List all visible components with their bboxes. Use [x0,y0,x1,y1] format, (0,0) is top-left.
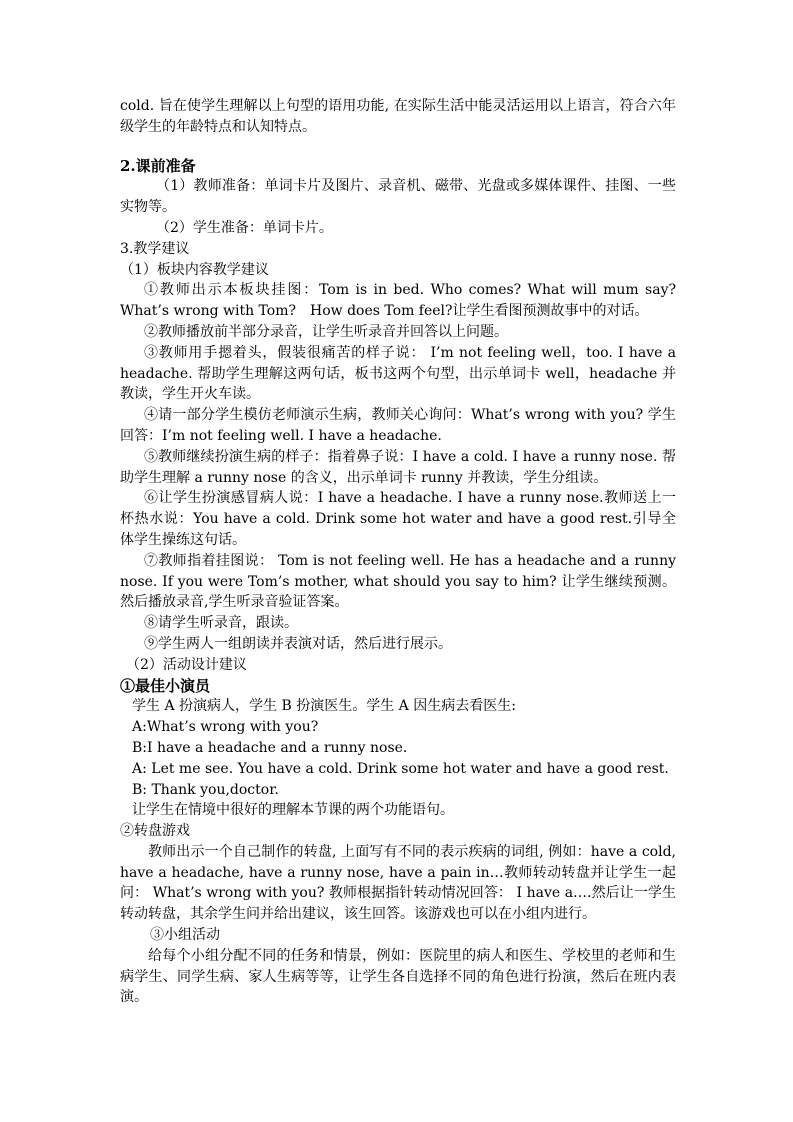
activity-1-description: 学生 A 扮演病人，学生 B 扮演医生。学生 A 因生病去看医生: [132,698,516,715]
step-8: ⑧请学生听录音，跟读。 [144,615,298,632]
paragraph-gap [120,138,676,156]
step-1: ①教师出示本板块挂图：Tom is in bed. Who comes? What will mum say? What’s wrong with Tom? How does Tom feel?让学生看图预测故事中的对话。 [120,282,676,320]
intro-paragraph: cold. 旨在使学生理解以上句型的语用功能, 在实际生活中能灵活运用以上语言，符合六年级学生的年龄特点和认知特点。 [120,98,676,135]
prep-student-paragraph: （2）学生准备：单词卡片。 [156,219,333,236]
activity-1-note: 让学生在情境中很好的理解本节课的两个功能语句。 [132,802,454,819]
step-9: ⑨学生两人一组朗读并表演对话，然后进行展示。 [144,635,452,652]
step-3: ③教师用手摁着头，假装很痛苦的样子说： I’m not feeling well，too. I have a headache. 帮助学生理解这两句话，板书这两个句型，出示单词卡 well，headache 并教读，学生开火车读。 [120,344,676,403]
activity-3-title: ③小组活动 [150,927,220,944]
section-heading-preparation: 2.课前准备 [120,156,196,175]
subsection-heading-activities: （2）活动设计建议 [126,656,247,673]
activity-1-title: ①最佳小演员 [120,676,211,695]
step-4: ④请一部分学生模仿老师演示生病，教师关心询问：What’s wrong with you? 学生回答：I’m not feeling well. I have a headache. [120,407,676,444]
step-2: ②教师播放前半部分录音，让学生听录音并回答以上问题。 [144,323,508,340]
section-heading-suggestions: 3.教学建议 [120,240,190,257]
step-5: ⑤教师继续扮演生病的样子：指着鼻子说：I have a cold. I have a runny nose. 帮助学生理解 a runny nose 的含义，出示单词卡 runny 并教读，学生分组读。 [120,448,676,486]
dialog-line: A:What’s wrong with you? [132,719,319,736]
step-7: ⑦教师指着挂图说： Tom is not feeling well. He has a headache and a runny nose. If you were Tom’s mother, what should you say to him? 让学生继续预测。然后播放录音,学生听录音验证答案。 [120,552,676,611]
prep-teacher-paragraph: （1）教师准备：单词卡片及图片、录音机、磁带、光盘或多媒体课件、挂图、一些实物等。 [120,178,676,216]
dialog-line: A: Let me see. You have a cold. Drink some hot water and have a good rest. [132,760,669,777]
document-body [120,96,676,1008]
step-6: ⑥让学生扮演感冒病人说：I have a headache. I have a runny nose.教师送上一杯热水说：You have a cold. Drink some hot water and have a good rest.引导全体学生操练这句话。 [120,490,676,548]
dialog-line: B: Thank you,doctor. [132,781,279,798]
dialog-line: B:I have a headache and a runny nose. [132,739,408,756]
subsection-heading-content: （1）板块内容教学建议 [120,261,269,278]
activity-3-description: 给每个小组分配不同的任务和情景，例如：医院里的病人和医生、学校里的老师和生病学生、同学生病、家人生病等等，让学生各自选择不同的角色进行扮演，然后在班内表演。 [120,947,676,1006]
activity-2-title: ②转盘游戏 [120,823,190,840]
activity-2-description: 教师出示一个自己制作的转盘, 上面写有不同的表示疾病的词组, 例如：have a cold, have a headache, have a runny nose, have a pain in…教师转动转盘并让学生一起问： What’s wrong with you? 教师根据指针转动情况回答： I have a….然后让一学生转动转盘，其余学生问并给出建议，该生回答。该游戏也可以在小组内进行。 [120,843,676,923]
